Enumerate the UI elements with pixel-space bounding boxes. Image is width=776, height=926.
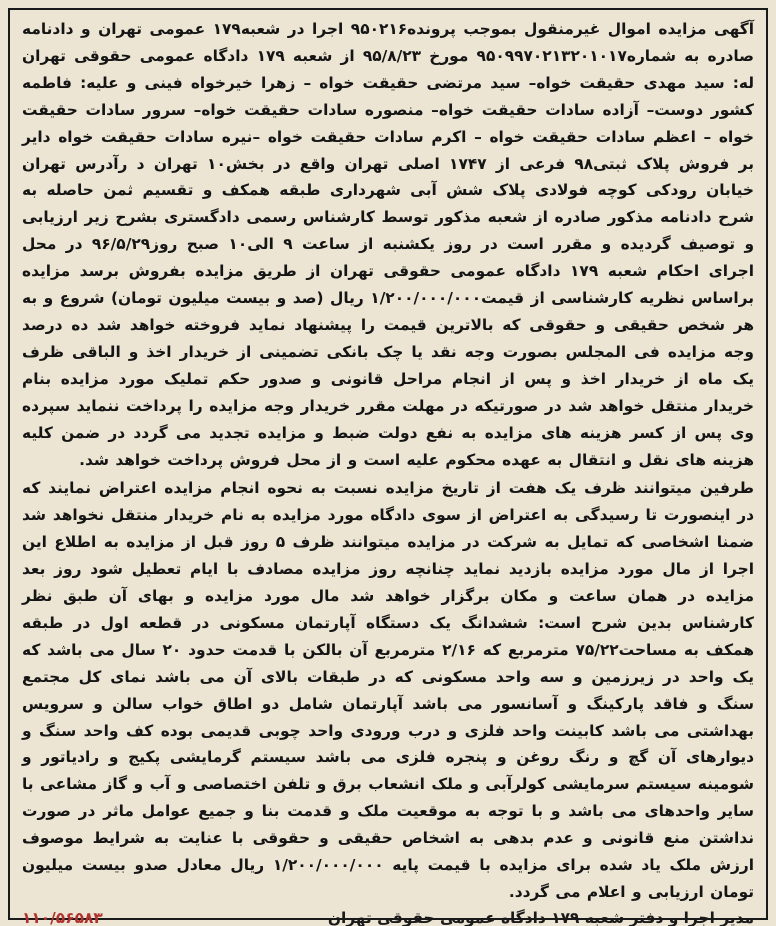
notice-paragraph-1: آگهی مزایده اموال غیرمنقول بموجب پرونده۹۵۰۲۱۶ اجرا در شعبه۱۷۹ عمومی تهران و دادنامه صادره به شماره۹۵۰۹۹۷۰۲۱۳۲۰۱۰۱۷ مورخ ۹۵/۸/۲۳ از شعبه ۱۷۹ دادگاه عمومی حقوقی تهران له: سید مهدی حقیقت خواه– سید مرتضی حقیقت خواه – زهرا خیرخواه فینی و علیه: فاطمه کشور دوست– آزاده سادات حقیقت خواه– منصوره سادات حقیقت خواه– سرور سادات حقیقت خواه – اعظم سادات حقیقت خواه – اکرم سادات حقیقت خواه –نیره سادات حقیقت خواه دایر بر فروش پلاک ثبتی۹۸ فرعی از ۱۷۴۷ اصلی تهران واقع در بخش۱۰ تهران د رآدرس تهران خیابان رودکی کوچه فولادی پلاک شش آبی شهرداری طبقه همکف و تقسیم ثمن حاصله به شرح دادنامه مذکور صادره از شعبه مذکور توسط کارشناس رسمی دادگستری بشرح زیر ارزیابی و توصیف گردیده و مقرر است در روز یکشنبه از ساعت ۹ الی۱۰ صبح روز۹۶/۵/۲۹ در محل اجرای احکام شعبه ۱۷۹ دادگاه عمومی حقوقی تهران از طریق مزایده بفروش برسد مزایده براساس نظریه کارشناسی از قیمت۱/۲۰۰/۰۰۰/۰۰۰ ریال (صد و بیست میلیون تومان) شروع و به هر شخص حقیقی و حقوقی که بالاترین قیمت را پیشنهاد نماید فروخته خواهد شد ده درصد وجه مزایده فی المجلس بصورت وجه نقد یا چک بانکی تضمینی از خریدار اخذ و الباقی ظرف یک ماه از خریدار اخذ و پس از انجام مراحل قانونی و صدور حکم تملیک مورد مزایده بنام خریدار منتقل خواهد شد در صورتیکه در مهلت مقرر خریدار وجه مزایده را پرداخت ننماید سپرده وی پس از کسر هزینه های مزایده به نفع دولت ضبط و مزایده تجدید می گردد در ضمن کلیه هزینه های نقل و انتقال به عهده محکوم علیه است و از محل فروش پرداخت خواهد شد. (22, 20, 755, 469)
notice-frame (8, 8, 768, 926)
notice-body (22, 16, 754, 906)
issuer-signature-line: مدیر اجرا و دفتر شعبه ۱۷۹ دادگاه عمومی حقوقی تهران (327, 908, 754, 926)
reference-number: ۱۱۰/۵۶۵۸۳ (22, 908, 103, 926)
notice-paragraph-2: طرفین میتوانند ظرف یک هفت از تاریخ مزایده نسبت به نحوه انجام مزایده اعتراض نمایند که در اینصورت تا رسیدگی به اعتراض از سوی دادگاه مورد مزایده به نام خریدار منتقل نخواهد شد ضمنا اشخاصی که تمایل به شرکت در مزایده میتوانند ظرف ۵ روز قبل از مزایده به اطلاع این اجرا از مال مورد مزایده بازدید نماید چنانچه روز مزایده مصادف با ایام تعطیل شود روز بعد مزایده در همان ساعت و مکان برگزار خواهد شد مال مورد مزایده و بهای آن طبق نظر کارشناس بدین شرح است: ششدانگ یک دستگاه آپارتمان مسکونی در قطعه اول در طبقه همکف به مساحت۷۵/۲۲ مترمربع که ۲/۱۶ مترمربع آن بالکن با قدمت حدود ۲۰ سال می باشد که یک واحد در زیرزمین و سه واحد مسکونی که در طبقات بالای آن می باشد نمای کل مجتمع سنگ و فاقد پارکینگ و آسانسور می باشد آپارتمان شامل دو اطاق خواب سالن و سرویس بهداشتی می باشد کابینت واحد فلزی و درب ورودی واحد چوبی قدیمی بوده کف واحد سنگ و دیوارهای آن گچ و رنگ روغن و پنجره فلزی می باشد سیستم گرمایشی پکیج و رادیاتور و شومینه سیستم سرمایشی کولرآبی و ملک انشعاب برق و تلفن اختصاصی و آب و گاز مشاعی با سایر واحدهای می باشد و با توجه به موقعیت ملک و قدمت بنا و جمیع عوامل ماثر در صورت نداشتن منع قانونی و عدم بدهی به اشخاص حقیقی و حقوقی با عنایت به شرایط موصوف ارزش ملک یاد شده برای مزایده با قیمت پایه ۱/۲۰۰/۰۰۰/۰۰۰ ریال معادل صدو بیست میلیون تومان ارزیابی و اعلام می گردد. (22, 479, 755, 901)
notice-footer (22, 906, 754, 926)
